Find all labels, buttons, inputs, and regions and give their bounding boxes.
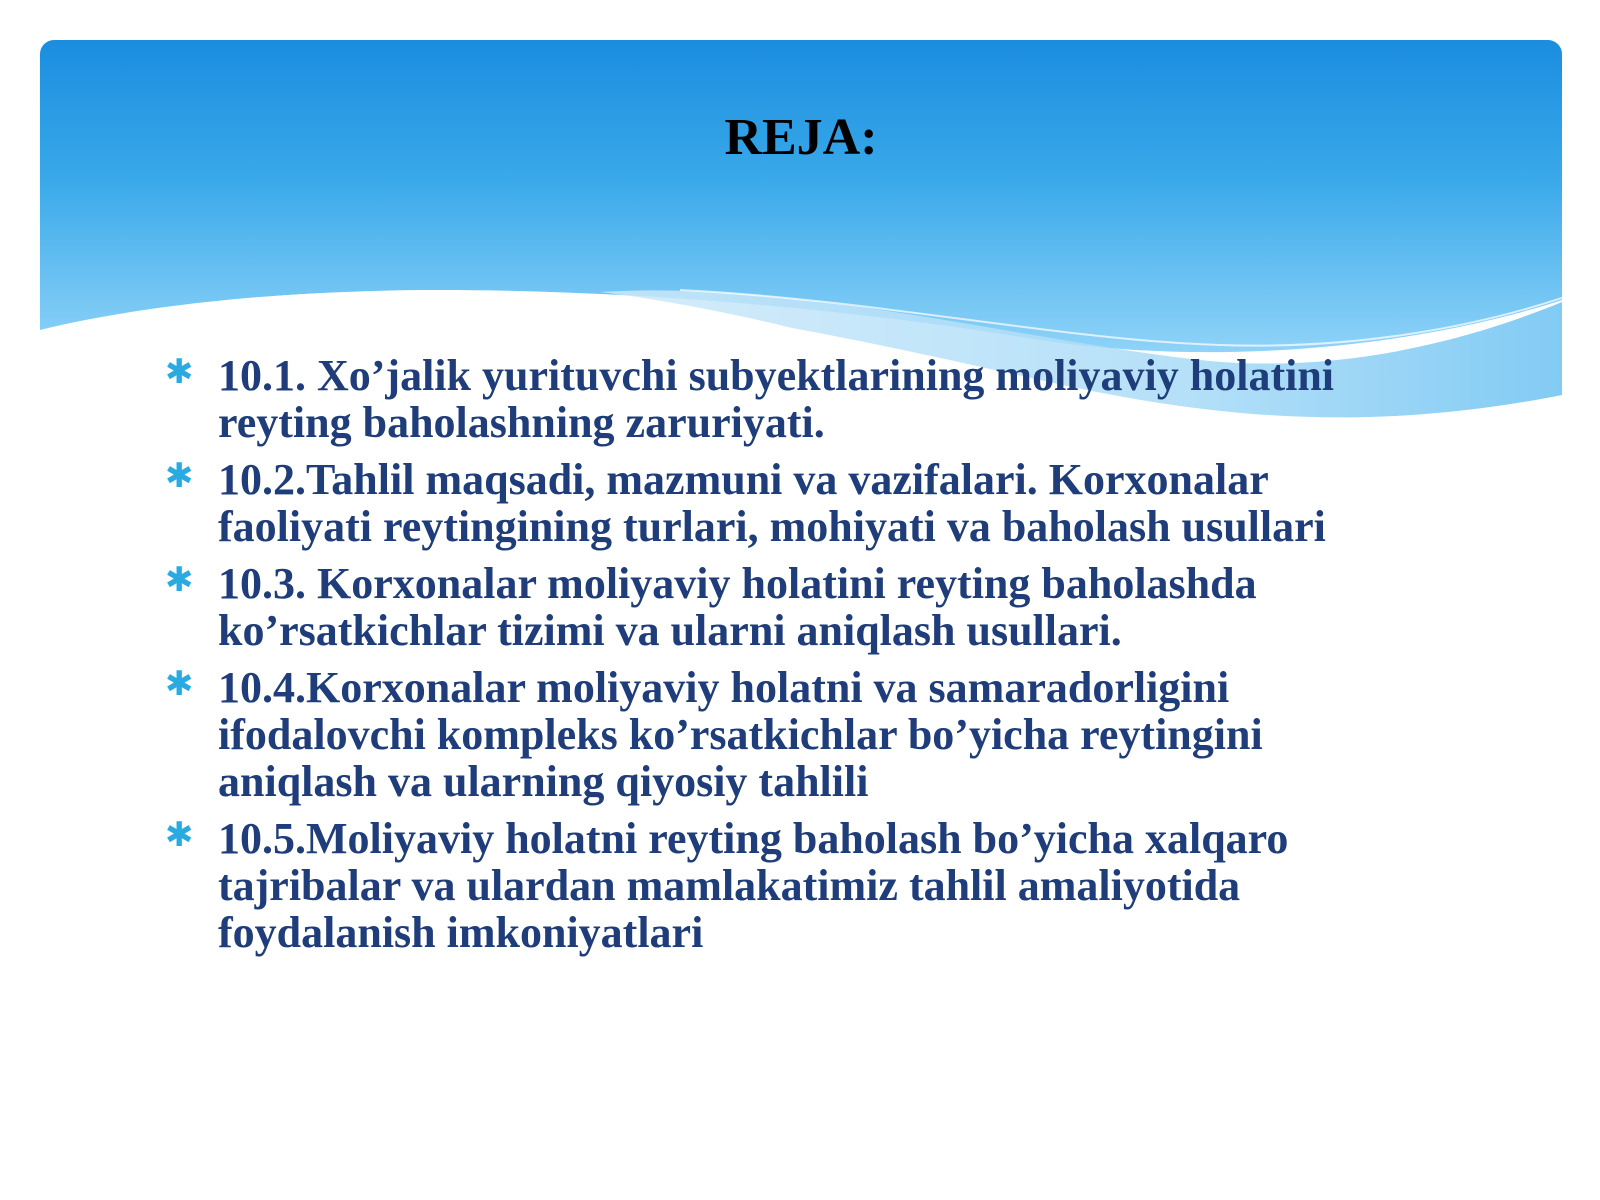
asterisk-icon: ✱ (165, 560, 194, 600)
list-item-text: 10.1. Xo’jalik yurituvchi subyektlarining moliyaviy holatini reyting baholashning zaruriyati. (218, 351, 1335, 447)
list-item-text: 10.5.Moliyaviy holatni reyting baholash bo’yicha xalqaro tajribalar va ulardan mamlakatimiz tahlil amaliyotida foydalanish imkoniyatlari (218, 814, 1289, 957)
list-item-text: 10.2.Tahlil maqsadi, mazmuni va vazifalari. Korxonalar faoliyati reytingining turlari, mohiyati va baholash usullari (218, 455, 1326, 551)
asterisk-icon: ✱ (165, 815, 194, 855)
asterisk-icon: ✱ (165, 664, 194, 704)
asterisk-icon: ✱ (165, 352, 194, 392)
list-item-text: 10.3. Korxonalar moliyaviy holatini reyting baholashda ko’rsatkichlar tizimi va ularni aniqlash usullari. (218, 559, 1257, 655)
plan-list (165, 352, 1425, 966)
list-item (165, 664, 1425, 805)
list-item (165, 456, 1425, 550)
list-item-text: 10.4.Korxonalar moliyaviy holatni va samaradorligini ifodalovchi kompleks ko’rsatkichlar bo’yicha reytingini aniqlash va ularning qiyosiy tahlili (218, 663, 1263, 806)
list-item (165, 815, 1425, 956)
list-item (165, 352, 1425, 446)
slide-title: REJA: (724, 109, 878, 166)
list-item (165, 560, 1425, 654)
asterisk-icon: ✱ (165, 456, 194, 496)
